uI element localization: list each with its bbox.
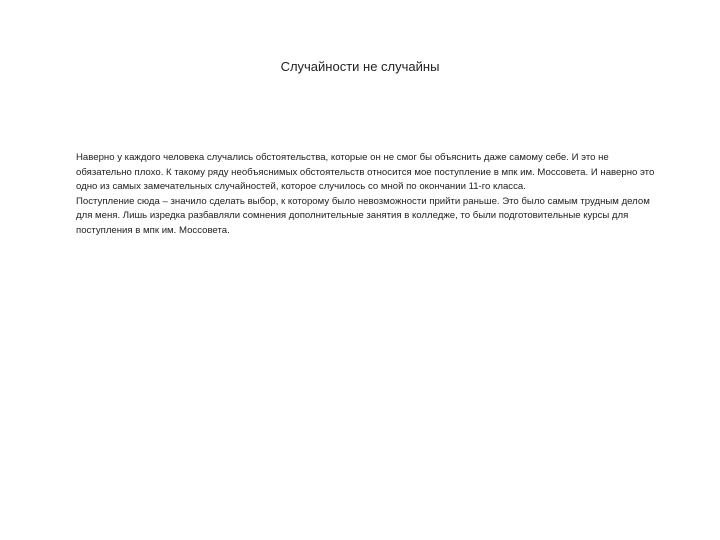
slide-title: Случайности не случайны [280,59,440,74]
body-paragraph-2: Поступление сюда – значило сделать выбор, к которому было невозможности прийти раньше. Это было самым трудным делом для меня. Лишь изредка разбавляли сомнения дополнительные занятия в колледже, то были подготовительные курсы для поступления в мпк им. Моссовета. [76,195,650,236]
slide-body [76,151,656,239]
body-paragraph-1: Наверно у каждого человека случались обстоятельства, которые он не смог бы объяснить даже самому себе. И это не обязательно плохо. К такому ряду необъяснимых обстоятельств относится мое поступление в мпк им. Моссовета. И наверно это одно из самых замечательных случайностей, которое случилось со мной по окончании 11-го класса. [76,152,655,193]
